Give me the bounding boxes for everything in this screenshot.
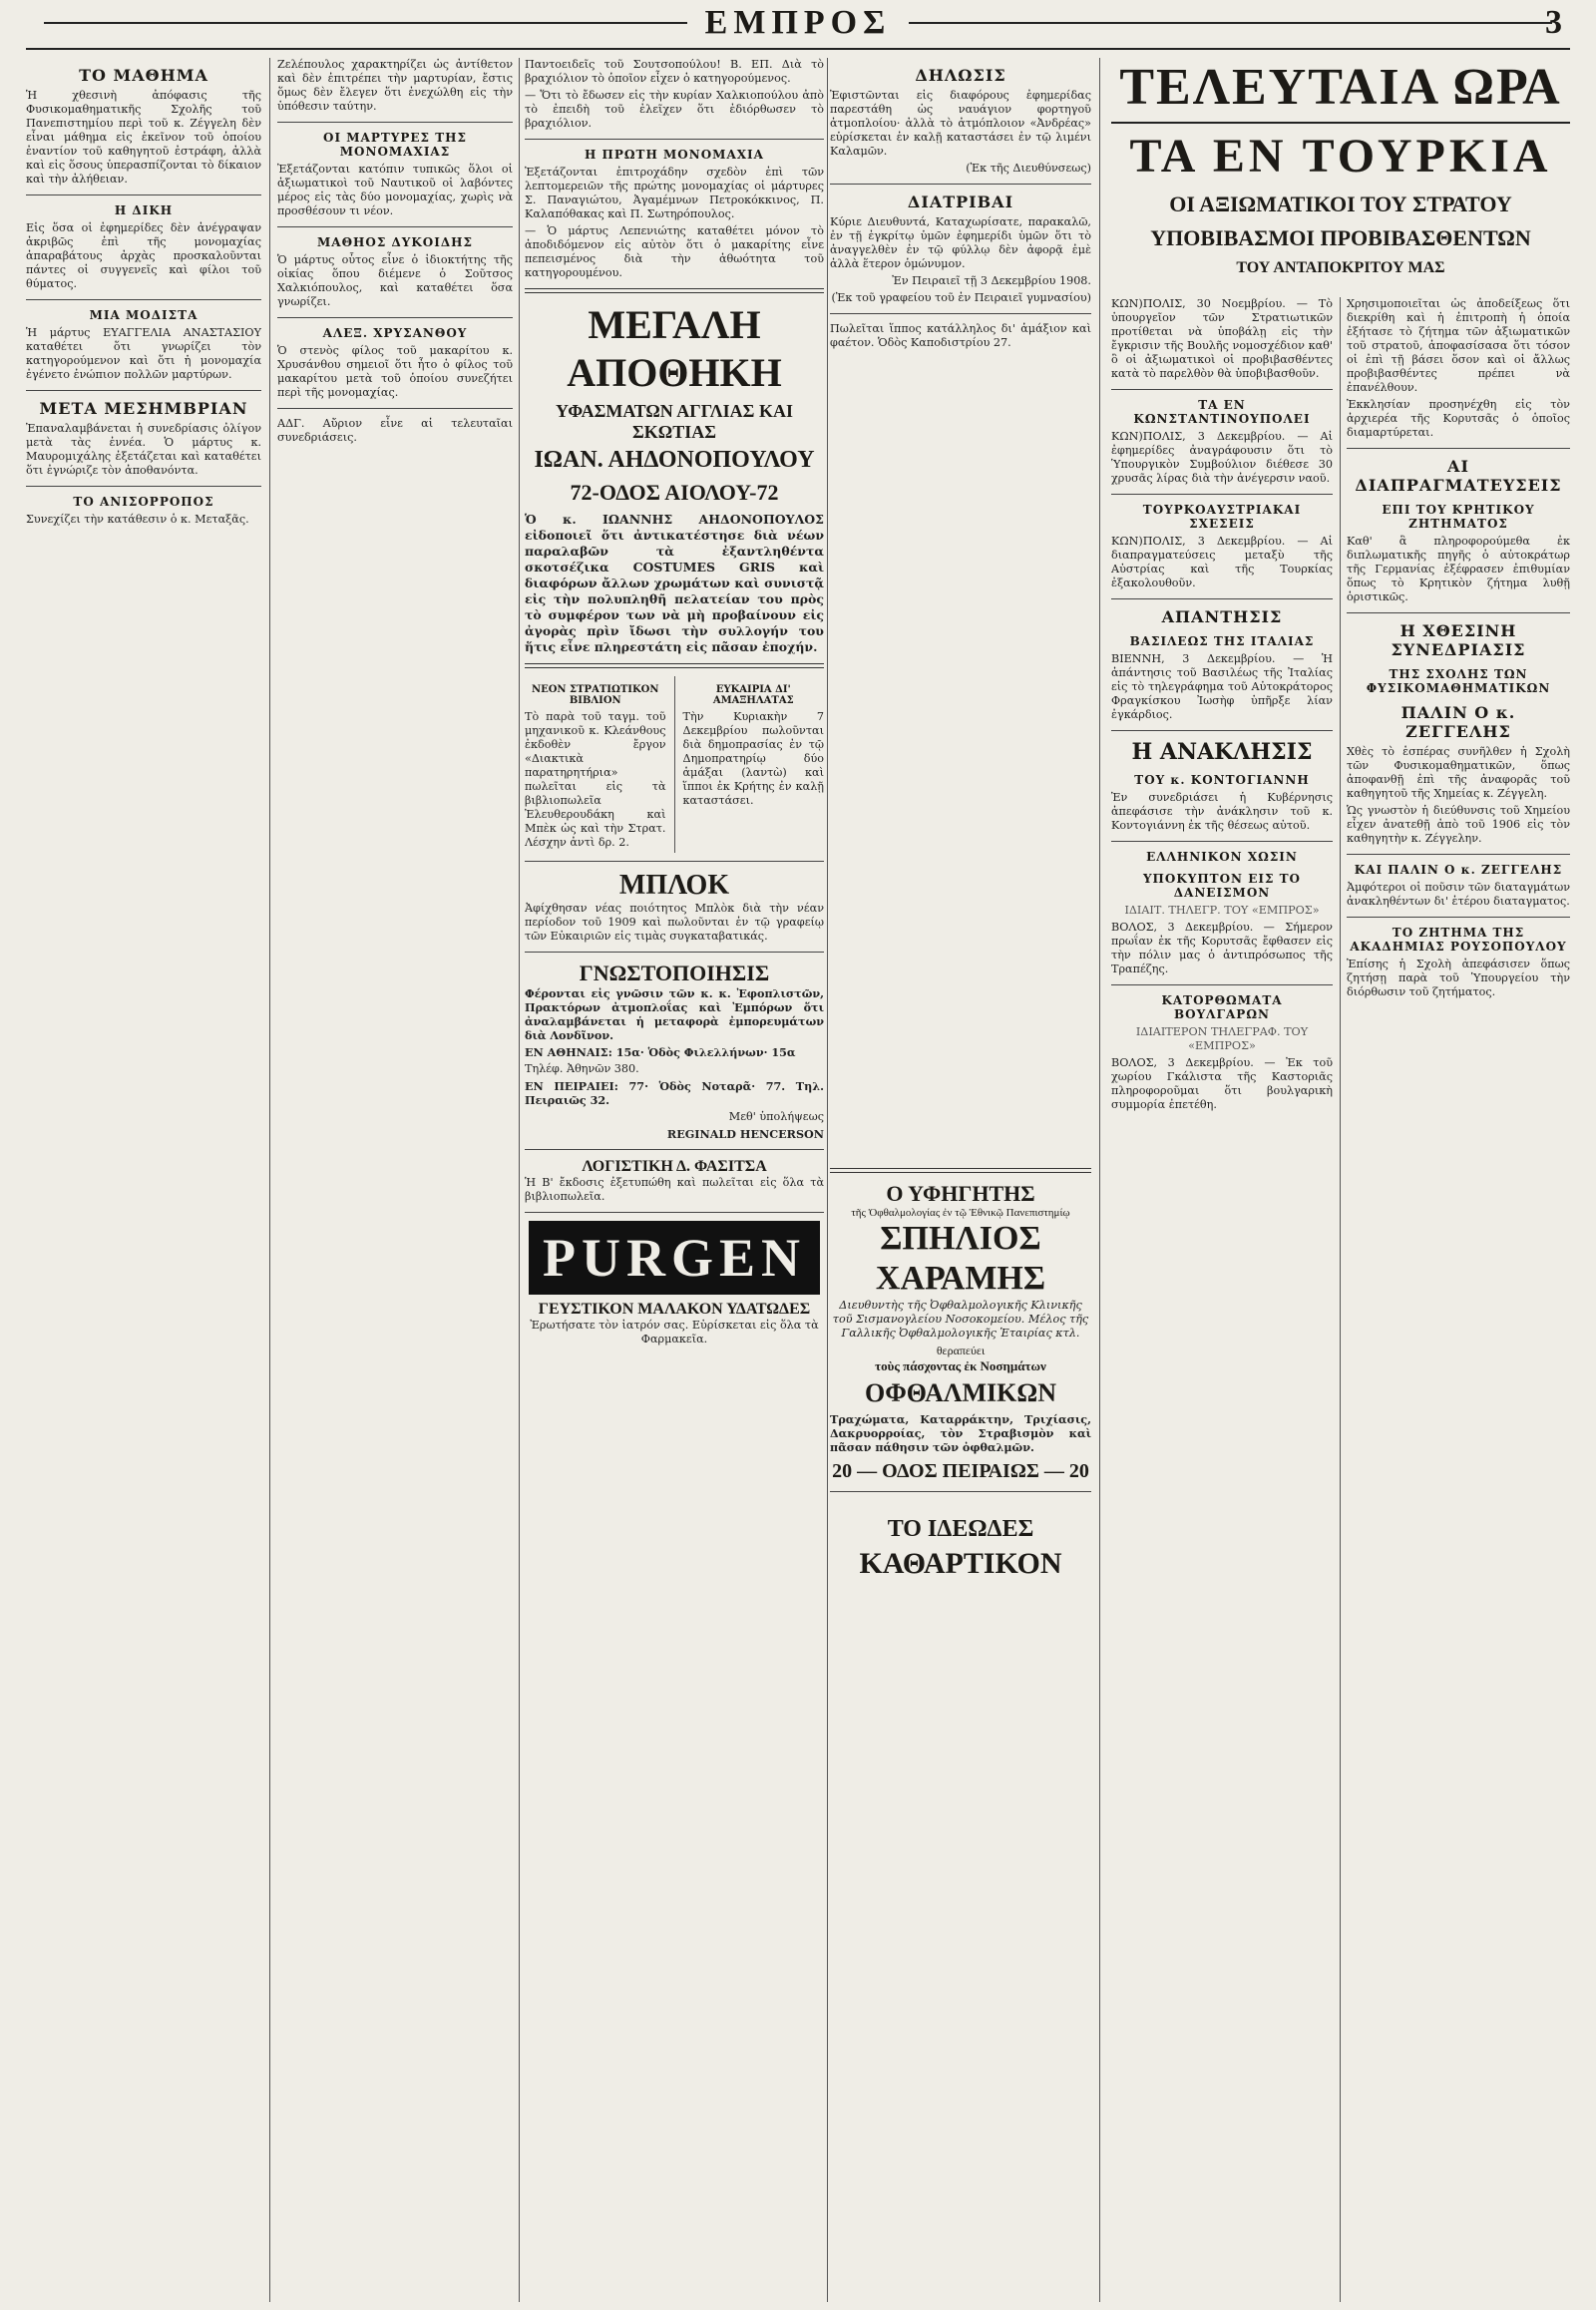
headline: ΑΠΑΝΤΗΣΙΣ (1161, 607, 1283, 626)
headline-last-hour: ΤΕΛΕΥΤΑΙΑ ΩΡΑ (1119, 59, 1562, 116)
top-rule (26, 48, 1570, 50)
separator (1111, 841, 1333, 842)
column-5-left (1111, 297, 1333, 2302)
separator (525, 952, 824, 953)
telegraph-line: ΙΔΙΑΙΤ. ΤΗΛΕΓΡ. ΤΟΥ «ΕΜΠΡΟΣ» (1124, 904, 1320, 917)
article-text: Ζελέπουλος χαρακτηρίζει ὡς ἀντίθετον καὶ δὲν ἐπιτρέπει τὴν μαρτυρίαν, ἔστις ὅμως δὲν ἔλεγεν ὅτι ἐνεχώλθη εἰς τὴν ὑπόθεσιν ταύτην. (277, 58, 513, 113)
headline: ΤΟ ΜΑΘΗΜΑ (79, 66, 208, 85)
article-text: Ἐν συνεδριάσει ἡ Κυβέρνησις ἀπεφάσισε τὴν ἀνάκλησιν τοῦ κ. Κοντογιάννη ἐκ τῆς θέσεως αὐτοῦ. (1111, 791, 1333, 832)
separator (525, 1149, 824, 1150)
ad-signature: REGINALD HENCERSON (666, 1127, 824, 1141)
ad-title-notice: ΓΝΩΣΤΟΠΟΙΗΣΙΣ (579, 961, 770, 985)
masthead-title: ΕΜΠΡΟΣ (704, 4, 892, 41)
ad-subtitle: ΥΦΑΣΜΑΤΩΝ ΑΓΓΛΙΑΣ ΚΑΙ ΣΚΩΤΙΑΣ (556, 401, 793, 442)
headline-officers: ΟΙ ΑΞΙΩΜΑΤΙΚΟΙ ΤΟΥ ΣΤΡΑΤΟΥ (1169, 192, 1512, 216)
dateline: Ἐν Πειραιεῖ τῇ 3 Δεκεμβρίου 1908. (892, 274, 1091, 287)
headline: Η ΠΡΩΤΗ ΜΟΝΟΜΑΧΙΑ (585, 148, 764, 162)
headline-turkey: ΤΑ ΕΝ ΤΟΥΡΚΙΑ (1129, 130, 1552, 183)
ad-text: Ὁ κ. ΙΩΑΝΝΗΣ ΑΗΔΟΝΟΠΟΥΛΟΣ εἰδοποιεῖ ὅτι ἀντικατέστησε διὰ νέων παραλαβῶν τὰ ἐξαντληθέντα σκοτσέζικα COSTUMES GRIS καὶ διαφόρων ἄλλων χρωμάτων καὶ συνιστᾷ εἰς τὴν πολυπληθῆ πελατείαν του πρὸς τὸ συμφέρον των νὰ μὴ προβαίνουν εἰς ἀγορὰς πρὶν ἴδωσι τὴν συλλογήν του ἥτις εἶνε πληρεστάτη εἰς πᾶσαν ἐποχήν. (525, 512, 824, 654)
ad-title: ΕΥΚΑΙΡΙΑ ΔΙ' ΑΜΑΞΗΛΑΤΑΣ (712, 684, 794, 706)
article-text: ΒΟΛΟΣ, 3 Δεκεμβρίου. — Ἐκ τοῦ χωρίου Γκάλιστα τῆς Καστοριᾶς πληροφοροῦμαι ὅτι βουλγαρικὴ συμμορία ἐπετέθη. (1111, 1056, 1333, 1111)
ad-text: Ἐρωτήσατε τὸν ἰατρόν σας. Εὑρίσκεται εἰς ὅλα τὰ Φαρμακεῖα. (530, 1319, 819, 1346)
separator (1111, 389, 1333, 390)
column-divider (674, 676, 675, 853)
ad-address: 20 — ΟΔΟΣ ΠΕΙΡΑΙΩΣ — 20 (832, 1460, 1089, 1482)
headline: ΤΟ ΑΝΙΣΟΡΡΟΠΟΣ (73, 495, 214, 509)
ad-text: Ἡ Β' ἔκδοσις ἐξετυπώθη καὶ πωλεῖται εἰς ὅλα τὰ βιβλιοπωλεῖα. (525, 1176, 824, 1203)
article-text: Ἡ μάρτυς ΕΥΑΓΓΕΛΙΑ ΑΝΑΣΤΑΣΙΟΥ καταθέτει ὅτι γνωρίζει τὸν κατηγορούμενον καὶ ὅτι ἡ μονομαχία ἐγένετο ἐνώπιον πολλῶν μαρτύρων. (26, 326, 261, 381)
ad-text: Τὴν Κυριακὴν 7 Δεκεμβρίου πωλοῦνται διὰ δημοπρασίας ἐν τῷ Δημοπρατηρίῳ δύο ἁμάξαι (λαντὼ) καὶ ἵπποι ἐκ Κρήτης ἐν καλῇ καταστάσει. (682, 710, 824, 807)
ad-address: ΕΝ ΑΘΗΝΑΙΣ: 15α· Ὁδὸς Φιλελλήνων· 15α (525, 1045, 796, 1059)
headline-demotions: ΥΠΟΒΙΒΑΣΜΟΙ ΠΡΟΒΙΒΑΣΘΕΝΤΩΝ (1150, 225, 1531, 250)
separator (525, 288, 824, 293)
separator (830, 1168, 1091, 1173)
separator (1111, 984, 1333, 985)
ad-address: ΕΝ ΠΕΙΡΑΙΕΙ: 77· Ὁδὸς Νοταρᾶ· 77. Τηλ. Πειραιῶς 32. (525, 1079, 824, 1107)
article-text: Ἀμφότεροι οἱ ποῦσιν τῶν διαταγμάτων ἀνακληθέντων δι' ἑτέρου διαταγματος. (1347, 881, 1570, 908)
column-divider (1099, 58, 1100, 2302)
subheadline: ΒΑΣΙΛΕΩΣ ΤΗΣ ΙΤΑΛΙΑΣ (1129, 634, 1315, 648)
headline: ΟΙ ΜΑΡΤΥΡΕΣ ΤΗΣ ΜΟΝΟΜΑΧΙΑΣ (323, 131, 467, 159)
byline: ΤΟΥ ΑΝΤΑΠΟΚΡΙΤΟΥ ΜΑΣ (1236, 259, 1445, 276)
masthead-rule-right (909, 22, 1552, 24)
separator (277, 317, 513, 318)
headline: ΚΑΙ ΠΑΛΙΝ Ο κ. ΖΕΓΓΕΛΗΣ (1354, 863, 1563, 877)
telegraph-line: ΙΔΙΑΙΤΕΡΟΝ ΤΗΛΕΓΡΑΦ. ΤΟΥ «ΕΜΠΡΟΣ» (1135, 1025, 1309, 1052)
ad-title-lecturer: Ο ΥΦΗΓΗΤΗΣ (886, 1181, 1035, 1206)
ad-doctor-surname: ΧΑΡΑΜΗΣ (875, 1260, 1046, 1297)
headline: ΠΑΛΙΝ Ο κ. ΖΕΓΓΕΛΗΣ (1400, 703, 1516, 741)
headline: ΤΑ ΕΝ ΚΩΝΣΤΑΝΤΙΝΟΥΠΟΛΕΙ (1133, 398, 1311, 426)
headline: Η ΧΘΕΣΙΝΗ ΣΥΝΕΔΡΙΑΣΙΣ (1391, 621, 1526, 659)
ad-text: Φέρονται εἰς γνῶσιν τῶν κ. κ. Ἐφοπλιστῶν, Πρακτόρων ἀτμοπλοΐας καὶ Ἐμπόρων ὅτι ἀναλαμβάνεται ἡ μεταφορὰ ἐμπορευμάτων διὰ Λονδῖνον. (525, 986, 824, 1042)
separator (1347, 854, 1570, 855)
column-divider (519, 58, 520, 2302)
ad-row (525, 676, 824, 853)
article-text: ΒΟΛΟΣ, 3 Δεκεμβρίου. — Σήμερον πρωΐαν ἐκ τῆς Κορυτσᾶς ἔφθασεν εἰς τὴν πόλιν μας ὁ ἀντιπρόσωπος τῆς Τραπέζης. (1111, 921, 1333, 975)
ad-title-block: ΜΠΛΟΚ (618, 870, 730, 901)
ad-text: Τὸ παρὰ τοῦ ταγμ. τοῦ μηχανικοῦ κ. Κλεάνθους ἐκδοθὲν ἔργον «Διακτικὰ παρατηρητήρια» πωλεῖται εἰς τὰ βιβλιοπωλεῖα Ἐλευθερουδάκη καὶ Μπὲκ ὡς καὶ τὴν Στρατ. Λέσχην ἀντὶ δρ. 2. (525, 710, 666, 849)
separator (1111, 598, 1333, 599)
headline: ΕΛΛΗΝΙΚΟΝ ΧΩΣΙΝ (1146, 850, 1298, 864)
ad-phone: Τηλέφ. Ἀθηνῶν 380. (525, 1062, 639, 1075)
column-5-right (1347, 297, 1570, 2302)
article-text: Ἐξετάζονται ἐπιτροχάδην σχεδὸν ἐπὶ τῶν λεπτομερειῶν τῆς πρώτης μονομαχίας οἱ μάρτυρες Σ. Παναγιώτου, Ἀγαμέμνων Πετροκόκκινος, Π. Καλαπόθακας καὶ Π. Σωτηρόπουλος. (525, 166, 824, 220)
article-text: Ὡς γνωστὸν ἡ διεύθυνσις τοῦ Χημείου εἶχεν ἀνατεθῇ ἀπὸ τοῦ 1906 εἰς τὸν καθηγητὴν κ. Ζέγγελην. (1347, 804, 1570, 845)
article-text: Συνεχίζει τὴν κατάθεσιν ὁ κ. Μεταξᾶς. (26, 513, 249, 526)
article-text: Ἐξετάζονται κατόπιν τυπικῶς ὅλοι οἱ ἀξιωματικοὶ τοῦ Ναυτικοῦ οἱ λαβόντες μέρος εἰς τὰς δύο μονομαχίας, χωρὶς νὰ προσθέσουν τι νέον. (277, 163, 513, 217)
separator (525, 861, 824, 862)
ad-title: ΝΕΟΝ ΣΤΡΑΤΙΩΤΙΚΟΝ ΒΙΒΛΙΟΝ (531, 684, 659, 706)
ad-text: τοὺς πάσχοντας ἐκ Νοσημάτων (875, 1358, 1046, 1373)
headline: ΜΕΤΑ ΜΕΣΗΜΒΡΙΑΝ (39, 399, 248, 418)
ad-carriage-sale (683, 676, 825, 853)
separator (1111, 494, 1333, 495)
column-3 (525, 58, 824, 2302)
headline: Η ΑΝΑΚΛΗΣΙΣ (1131, 739, 1313, 765)
ad-text: Διευθυντὴς τῆς Ὀφθαλμολογικῆς Κλινικῆς τοῦ Σισμανογλείου Νοσοκομείου. Μέλος τῆς Γαλλικῆς Ὀφθαλμολογικῆς Ἑταιρίας κτλ. (832, 1299, 1089, 1340)
headline: ΜΑΘΗΟΣ ΔΥΚΟΙΔΗΣ (316, 235, 473, 249)
separator (830, 1491, 1091, 1492)
headline: ΔΙΑΤΡΙΒΑΙ (907, 192, 1014, 211)
separator (1111, 122, 1570, 124)
headline: ΑΛΕΞ. ΧΡΥΣΑΝΘΟΥ (322, 326, 468, 340)
article-text: — Ὁ μάρτυς Λεπενιώτης καταθέτει μόνον τὸ ἀποδιδόμενον εἰς αὐτὸν ὅτι ὁ μακαρίτης εἶνε πεπεισμένος διὰ τὴν ἀθωότητα τοῦ κατηγορουμένου. (525, 224, 824, 279)
article-text: ΚΩΝ)ΠΟΛΙΣ, 3 Δεκεμβρίου. — Αἱ διαπραγματεύσεις μεταξὺ τῆς Αὐστρίας καὶ τῆς Τουρκίας ἐξακολουθοῦν. (1111, 535, 1333, 589)
ad-title-warehouse: ΜΕΓΑΛΗ ΑΠΟΘΗΚΗ (567, 302, 782, 395)
article-text: Καθ' ἃ πληροφορούμεθα ἐκ διπλωματικῆς πηγῆς ὁ αὐτοκράτωρ τῆς Γερμανίας ἐξέφρασεν ἐπιθυμίαν ὅπως τὸ Κρητικὸν ζήτημα λυθῇ ὁριστικῶς. (1347, 535, 1570, 603)
ad-subtitle: ΓΕΥΣΤΙΚΟΝ ΜΑΛΑΚΟΝ ΥΔΑΤΩΔΕΣ (538, 1301, 811, 1318)
headline: ΤΟ ΖΗΤΗΜΑ ΤΗΣ ΑΚΑΔΗΜΙΑΣ ΡΟΥΣΟΠΟΥΛΟΥ (1350, 926, 1567, 954)
ad-purgen-logo: PURGEN (529, 1221, 820, 1295)
masthead (26, 0, 1570, 46)
article-text: Ὁ μάρτυς οὗτος εἶνε ὁ ἰδιοκτήτης τῆς οἰκίας ὅπου διέμενε ὁ Σοῦτσος Χαλκιόπουλος, καὶ καταθέτει ὅσα γνωρίζει. (277, 253, 513, 308)
article-text: — Ὅτι τὸ ἔδωσεν εἰς τὴν κυρίαν Χαλκιοπούλου ἀπὸ τὸ ἐπειδὴ τοῦ ἐλεῖχεν ὅτι ἐδιόρθωσεν τὸ βραχιόλιον. (525, 89, 824, 130)
subheadline: ΤΗΣ ΣΧΟΛΗΣ ΤΩΝ ΦΥΣΙΚΟΜΑΘΗΜΑΤΙΚΩΝ (1366, 667, 1551, 695)
separator (525, 663, 824, 668)
signature: (Ἐκ τοῦ γραφείου τοῦ ἐν Πειραιεῖ γυμνασίου) (831, 291, 1091, 304)
article-text: Χθὲς τὸ ἑσπέρας συνῆλθεν ἡ Σχολὴ τῶν Φυσικομαθηματικῶν, ὅπως ἀποφανθῇ ἐπὶ τῆς ἀναφορᾶς τοῦ καθηγητοῦ τῆς Χημείας κ. Ζέγγελη. (1347, 745, 1570, 800)
ad-signoff: Μεθ' ὑπολήψεως (728, 1110, 824, 1123)
separator (26, 486, 261, 487)
article-text: Ὁ στενὸς φίλος τοῦ μακαρίτου κ. Χρυσάνθου σημειοῖ ὅτι ἦτο ὁ φίλος τοῦ μακαρίτου μετὰ τοῦ ὁποίου συνεζήτει περὶ τῆς μονομαχίας. (277, 344, 513, 399)
subheadline: ΤΟΥ κ. ΚΟΝΤΟΓΙΑΝΝΗ (1134, 773, 1310, 787)
separator (26, 299, 261, 300)
headline: ΑΙ ΔΙΑΠΡΑΓΜΑΤΕΥΣΕΙΣ (1355, 457, 1562, 495)
masthead-rule-left (44, 22, 687, 24)
headline: ΜΙΑ ΜΟΔΙΣΤΑ (89, 308, 199, 322)
ad-text: θεραπεύει (936, 1344, 986, 1357)
ad-title-laxative: ΤΟ ΙΔΕΩΔΕΣ (887, 1516, 1034, 1542)
article-text: ΑΔΓ. Αὔριον εἶνε αἱ τελευταῖαι συνεδριάσεις. (277, 417, 513, 444)
ad-specialty: ΟΦΘΑΛΜΙΚΩΝ (865, 1378, 1056, 1407)
headline: ΤΟΥΡΚΟΑΥΣΤΡΙΑΚΑΙ ΣΧΕΣΕΙΣ (1142, 503, 1302, 531)
column-divider (827, 58, 828, 2302)
ad-text: Ἀφίχθησαν νέας ποιότητος Μπλὸκ διὰ τὴν νέαν περίοδον τοῦ 1909 καὶ πωλοῦνται ἐν τῷ γραφείῳ τῶν Εὐκαιριῶν εἰς τιμὰς συγκαταβατικάς. (525, 902, 824, 943)
headline: ΚΑΤΟΡΘΩΜΑΤΑ ΒΟΥΛΓΑΡΩΝ (1161, 993, 1283, 1021)
article-text: ΚΩΝ)ΠΟΛΙΣ, 3 Δεκεμβρίου. — Αἱ ἐφημερίδες ἀναγράφουσιν ὅτι τὸ Ὑπουργικὸν Συμβούλιον διέθεσε 30 χρυσᾶς λίρας διὰ τὴν ἀνέγερσιν ναοῦ. (1111, 430, 1333, 485)
article-text: Χρησιμοποιεῖται ὡς ἀποδείξεως ὅτι διεκρίθη καὶ ἡ ἐπιτροπὴ ἡ ὁποία ἐξήτασε τὸ ζήτημα τῶν ἀξιωματικῶν τοῦ στρατοῦ, ἀποφασίσασα ὅτι τόσον οἱ ἐπὶ τῇ βάσει ὅσον καὶ οἱ ἄλλως προβιβασθέντες πρέπει νὰ ἐπανέλθουν. (1347, 297, 1570, 394)
column-divider (269, 58, 270, 2302)
ad-doctor-name: ΣΠΗΛΙΟΣ (880, 1220, 1041, 1257)
column-1 (26, 58, 261, 2302)
article-text: Ἐκκλησίαν προσηνέχθη εἰς τὸν ἀρχιερέα τῆς Κορυτσᾶς ὁ ὁποῖος διαμαρτύρεται. (1347, 398, 1570, 439)
article-text: ΚΩΝ)ΠΟΛΙΣ, 30 Νοεμβρίου. — Τὸ ὑπουργεῖον τῶν Στρατιωτικῶν προτίθεται νὰ ὑποβάλῃ εἰς τὴν ἔγκρισιν τῆς Βουλῆς νομοσχέδιον καθ' ὃ οἱ ἀξιωματικοὶ οἱ προβιβασθέντες κατὰ τὸ παρελθὸν θὰ ὑποβιβασθοῦν. (1111, 297, 1333, 380)
column-divider (1340, 297, 1341, 2302)
column-4 (830, 58, 1091, 2302)
article-text: Ἐφιστῶνται εἰς διαφόρους ἐφημερίδας παρεστάθη ὡς ναυάγιον φορτηγοῦ ἀτμοπλοίου· ἀλλὰ τὸ ἀτμόπλοιον «Ἀνδρέας» εὑρίσκεται ἐν καλῇ καταστάσει ἐν τῷ λιμένι Καλαμῶν. (830, 89, 1091, 158)
ad-address: 72-ΟΔΟΣ ΑΙΟΛΟΥ-72 (570, 480, 779, 505)
separator (525, 139, 824, 140)
separator (277, 408, 513, 409)
separator (1347, 612, 1570, 613)
article-text: Ἡ χθεσινὴ ἀπόφασις τῆς Φυσικομαθηματικῆς Σχολῆς τοῦ Πανεπιστημίου περὶ τοῦ κ. Ζέγγελη δὲν εἶναι μάθημα εἰς ἐκεῖνον τοῦ ὁποίου ἐναντίον τοῦ καθηγητοῦ ἐστράφη, ἀλλὰ καὶ εἰς ὅσους ὑπερασπίζονται τὸ δίκαιον καὶ τὴν ἀλήθειαν. (26, 89, 261, 186)
ad-text: Τραχώματα, Καταρράκτην, Τριχίασις, Δακρυορροίας, τὸν Στραβισμὸν καὶ πᾶσαν πάθησιν τῶν ὀφθαλμῶν. (830, 1412, 1091, 1454)
headline: Η ΔΙΚΗ (114, 203, 174, 217)
subheadline: ΕΠΙ ΤΟΥ ΚΡΗΤΙΚΟΥ ΖΗΤΗΜΑΤΟΣ (1382, 503, 1535, 531)
column-5-body (1111, 297, 1570, 2302)
headline: ΔΗΛΩΣΙΣ (915, 66, 1006, 85)
article-text: Παντοειδεῖς τοῦ Σουτσοπούλου! Β. ΕΠ. Διὰ τὸ βραχιόλιον τὸ ὁποῖον εἶχεν ὁ κατηγορούμενος. (525, 58, 824, 85)
ad-military-book (525, 676, 666, 853)
separator (1347, 917, 1570, 918)
article-text: ΒΙΕΝΝΗ, 3 Δεκεμβρίου. — Ἡ ἀπάντησις τοῦ Βασιλέως τῆς Ἰταλίας εἰς τὸ τηλεγράφημα τοῦ Αὐτοκράτορος Φραγκίσκου Ἰωσὴφ ὑπῆρξε λίαν ἐγκάρδιος. (1111, 652, 1333, 721)
separator (26, 194, 261, 195)
page-number: 3 (1545, 4, 1562, 41)
separator (525, 1212, 824, 1213)
subheadline: ΥΠΟΚΥΠΤΟΝ ΕΙΣ ΤΟ ΔΑΝΕΙΣΜΟΝ (1142, 872, 1301, 900)
separator (1347, 448, 1570, 449)
separator (26, 390, 261, 391)
separator (1111, 730, 1333, 731)
newspaper-page (26, 0, 1570, 2310)
ad-title-laxative-2: ΚΑΘΑΡΤΙΚΟΝ (859, 1547, 1062, 1580)
ad-merchant-name: ΙΩΑΝ. ΑΗΔΟΝΟΠΟΥΛΟΥ (534, 447, 815, 473)
column-5 (1111, 58, 1570, 2302)
article-text: Ἐπαναλαμβάνεται ἡ συνεδρίασις ὀλίγον μετὰ τὰς ἐννέα. Ὁ μάρτυς κ. Μαυρομιχάλης ἐξετάζεται καὶ καταθέτει ὅτι ἐγνώριζε τὸν ἀποθανόντα. (26, 422, 261, 477)
article-text: Ἐπίσης ἡ Σχολὴ ἀπεφάσισεν ὅπως ζητήσῃ παρὰ τοῦ Ὑπουργείου τὴν διόρθωσιν τοῦ ζητήματος. (1347, 958, 1570, 998)
separator (277, 226, 513, 227)
article-text: Εἰς ὅσα οἱ ἐφημερίδες δὲν ἀνέγραψαν ἀκριβῶς ἐπὶ τῆς μονομαχίας ἀπαραβάτους ἀρχὰς προσκαλοῦνται πάντες οἱ συγγενεῖς καὶ φίλοι τοῦ θύματος. (26, 221, 261, 290)
ad-title-accounting: ΛΟΓΙΣΤΙΚΗ Δ. ΦΑΣΙΤΣΑ (582, 1158, 767, 1175)
signature: (Ἐκ τῆς Διευθύνσεως) (966, 162, 1091, 175)
separator (277, 122, 513, 123)
ad-subtitle: τῆς Ὀφθαλμολογίας ἐν τῷ Ἐθνικῷ Πανεπιστημίῳ (851, 1207, 1070, 1219)
article-text: Κύριε Διευθυντά, Καταχωρίσατε, παρακαλῶ, ἐν τῇ ἐγκρίτῳ ὑμῶν ἐφημερίδι ὑμῶν ὅτι τὸ ἀναγγελθὲν ἐν τῷ φύλλῳ δὲν ἀφορᾷ ἐμὲ ἀλλὰ ἕτερον ὁμώνυμον. (830, 215, 1091, 270)
separator (830, 313, 1091, 314)
article-text: Πωλεῖται ἵππος κατάλληλος δι' ἁμάξιον καὶ φαέτον. Ὁδὸς Καποδιστρίου 27. (830, 322, 1091, 349)
separator (830, 184, 1091, 185)
column-2 (277, 58, 513, 2302)
